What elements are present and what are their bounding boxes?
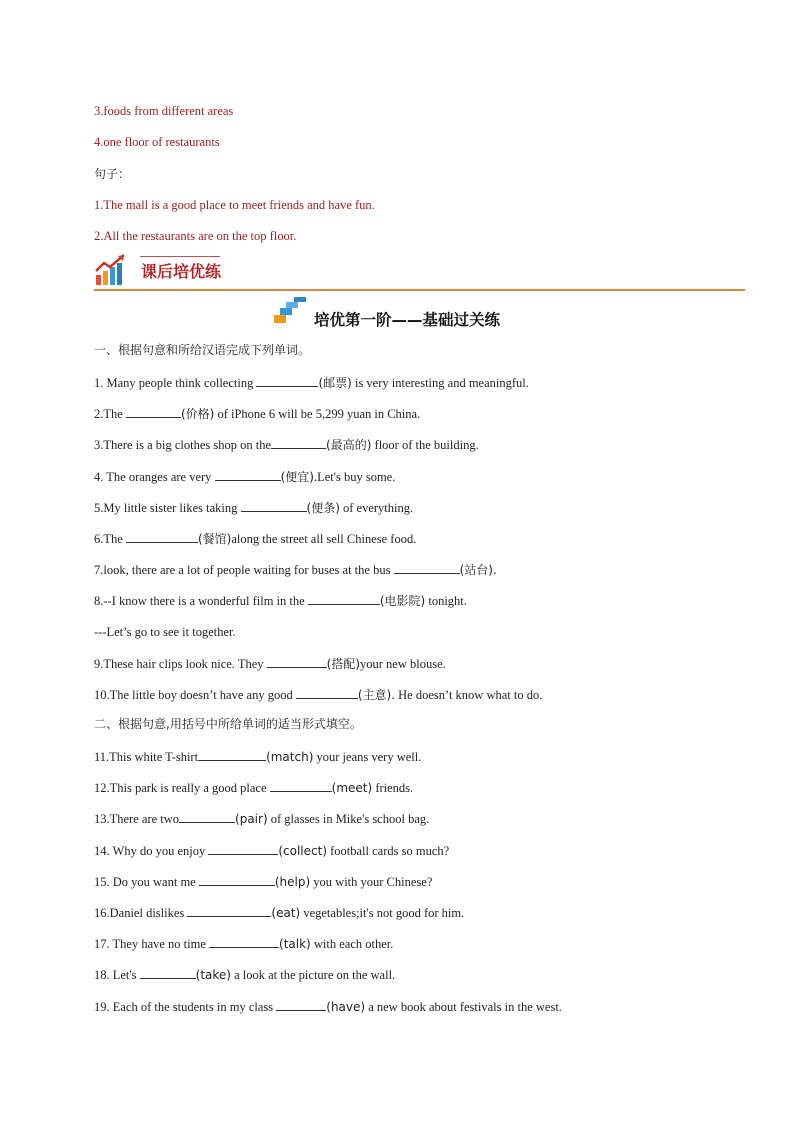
- answer-blank[interactable]: [126, 405, 181, 418]
- answer-blank[interactable]: [126, 530, 198, 543]
- question-text: He doesn’t know what to do.: [395, 688, 543, 702]
- sentence-line: 1.The mall is a good place to meet friends and have fun.: [94, 198, 375, 212]
- hint-text: (meet): [331, 781, 373, 796]
- question-text: 19. Each of the students in my class: [94, 999, 277, 1014]
- question-text: 6.The: [94, 532, 126, 546]
- answer-blank[interactable]: [296, 686, 358, 699]
- question-text: friends.: [372, 781, 414, 796]
- question-text: 2.The: [94, 407, 126, 422]
- question-text: of everything.: [339, 500, 414, 515]
- question-text: tonight.: [425, 594, 467, 609]
- level-title: 培优第一阶——基础过关练: [314, 311, 501, 329]
- question-item: [94, 530, 416, 547]
- question-text: 14. Why do you enjoy: [94, 843, 209, 858]
- question-item: [94, 405, 420, 422]
- section-overline: [140, 256, 220, 257]
- question-item: [94, 686, 542, 703]
- hint-text: (最高的): [326, 438, 372, 453]
- answer-blank[interactable]: [394, 561, 460, 574]
- question-text: 1. Many people think collecting: [94, 376, 257, 390]
- question-text: 13.There are two: [94, 812, 180, 827]
- question-item: [94, 873, 432, 890]
- hint-text: (电影院): [379, 594, 426, 609]
- answer-blank[interactable]: [208, 842, 278, 855]
- sentences-label: 句子：: [94, 167, 131, 181]
- answer-blank[interactable]: [276, 998, 326, 1011]
- question-item: [94, 966, 395, 983]
- question-text: 18. Let's: [94, 968, 140, 983]
- question-text: 3.There is a big clothes shop on the: [94, 438, 272, 453]
- question-text: 7.look, there are a lot of people waiting for buses at the bus: [94, 563, 394, 578]
- question-text: vegetables;it's not good for him.: [300, 906, 465, 920]
- question-text: 5.My little sister likes taking: [94, 500, 241, 515]
- stairs-icon: [272, 297, 308, 325]
- answer-blank[interactable]: [241, 499, 307, 512]
- hint-text: (站台).: [459, 563, 497, 578]
- question-text: your new blouse.: [360, 656, 446, 671]
- hint-text: (pair): [235, 812, 268, 827]
- answer-blank[interactable]: [199, 873, 275, 886]
- answer-blank[interactable]: [198, 748, 266, 761]
- hint-text: (主意).: [357, 688, 396, 702]
- question-text: .Let's buy some.: [313, 469, 396, 484]
- question-text: a look at the picture on the wall.: [230, 968, 396, 983]
- question-text: 12.This park is really a good place: [94, 781, 270, 796]
- question-item: [94, 468, 395, 485]
- answer-blank[interactable]: [271, 436, 326, 449]
- question-text: of glasses in Mike's school bag.: [267, 812, 430, 827]
- question-text: 8.--I know there is a wonderful film in the: [94, 594, 308, 609]
- question-item: [94, 998, 562, 1015]
- question-text: of iPhone 6 will be 5,299 yuan in China.: [214, 407, 421, 422]
- answer-blank[interactable]: [179, 810, 235, 823]
- question-item: [94, 779, 413, 796]
- hint-text: (take): [195, 968, 231, 983]
- hint-text: (eat): [271, 906, 301, 920]
- question-text: you with your Chinese?: [310, 874, 433, 889]
- question-item: [94, 842, 449, 859]
- hint-text: (have): [326, 999, 366, 1014]
- sentence-line: 2.All the restaurants are on the top floor.: [94, 229, 297, 243]
- answer-blank[interactable]: [270, 779, 332, 792]
- answer-blank[interactable]: [215, 468, 281, 481]
- question-text: your jeans very well.: [313, 750, 422, 764]
- hint-text: (价格): [180, 407, 215, 422]
- question-text: 16.Daniel dislikes: [94, 906, 188, 920]
- question-item: [94, 561, 497, 578]
- part2-heading: 二、根据句意,用括号中所给单词的适当形式填空。: [94, 717, 362, 731]
- question-item: [94, 592, 467, 609]
- hint-text: (便条): [306, 500, 340, 515]
- question-text: floor of the building.: [371, 438, 479, 453]
- answer-blank[interactable]: [187, 904, 271, 917]
- question-text: 11.This white T-shirt: [94, 750, 199, 764]
- question-text: 9.These hair clips look nice. They: [94, 656, 267, 671]
- question-text: is very interesting and meaningful.: [351, 376, 529, 390]
- question-item: [94, 748, 421, 765]
- phrase-line: 3.foods from different areas: [94, 104, 234, 118]
- answer-blank[interactable]: [267, 655, 327, 668]
- answer-blank[interactable]: [209, 935, 279, 948]
- question-text: football cards so much?: [327, 843, 450, 858]
- phrase-line: 4.one floor of restaurants: [94, 135, 220, 149]
- question-text: 15. Do you want me: [94, 874, 199, 889]
- question-item: [94, 374, 529, 391]
- question-text: 17. They have no time: [94, 937, 210, 952]
- question-item: [94, 436, 479, 453]
- question-item: [94, 935, 393, 952]
- question-text: ---Let’s go to see it together.: [94, 624, 236, 639]
- question-item: [94, 499, 413, 516]
- hint-text: (help): [274, 874, 311, 889]
- hint-text: (邮票): [318, 376, 352, 390]
- answer-blank[interactable]: [308, 592, 380, 605]
- question-item: [94, 655, 446, 672]
- chart-growth-icon: [94, 253, 128, 287]
- question-item: [94, 904, 464, 921]
- hint-text: (talk): [279, 937, 311, 952]
- answer-blank[interactable]: [256, 374, 318, 387]
- question-text: with each other.: [310, 937, 394, 952]
- hint-text: (match): [266, 750, 314, 764]
- section-divider: [94, 289, 745, 291]
- hint-text: (collect): [278, 843, 327, 858]
- hint-text: (餐馆): [197, 532, 232, 546]
- part1-heading: 一、根据句意和所给汉语完成下列单词。: [94, 343, 311, 357]
- hint-text: (搭配): [326, 656, 361, 671]
- question-item: [94, 810, 429, 827]
- answer-blank[interactable]: [140, 966, 196, 979]
- question-text: 10.The little boy doesn’t have any good: [94, 688, 296, 702]
- hint-text: (便宜): [280, 469, 314, 484]
- question-text: 4. The oranges are very: [94, 469, 215, 484]
- question-item: [94, 624, 236, 640]
- question-text: a new book about festivals in the west.: [365, 999, 562, 1014]
- question-text: along the street all sell Chinese food.: [231, 532, 417, 546]
- section-title: 课后培优练: [141, 262, 222, 281]
